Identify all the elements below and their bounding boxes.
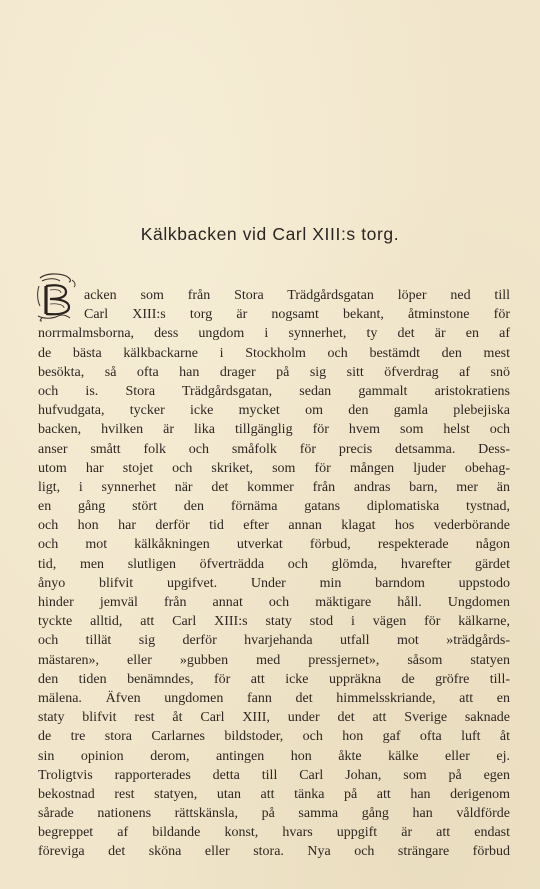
text-line: norrmalmsborna, dess ungdom i synnerhet, ty det är en af — [38, 326, 510, 342]
text-line: föreviga det sköna eller stora. Nya och strängare förbud — [38, 844, 510, 860]
chapter-title: Kälkbacken vid Carl XIII:s torg. — [140, 224, 400, 244]
text-line: och hon har derför tid efter annan klagat hos vederbörande — [38, 518, 510, 534]
main-paragraph — [38, 286, 510, 862]
text-line: Troligtvis rapporterades detta till Carl Johan, som på egen — [38, 767, 510, 783]
text-line: sårade nationens rättskänsla, på samma gång han våldförde — [38, 806, 510, 822]
text-line: hinder jemväl från annat och mäktigare håll. Ungdomen — [38, 595, 510, 610]
text-line: och tillät sig derför hvarjehanda utfall mot »trädgårds- — [38, 633, 510, 649]
text-line: tyckte alltid, att Carl XIII:s staty stod i vägen för kälkarne, — [38, 614, 510, 630]
text-line: backen, hvilken är lika tillgänglig för hvem som helst och — [38, 422, 510, 438]
text-line: den tiden benämndes, för att icke uppräkna de gröfre till- — [38, 671, 510, 687]
text-line: begreppet af bildande konst, hvars uppgift är att endast — [38, 825, 510, 841]
text-line: ånyo blifvit upgifvet. Under min barndom uppstodo — [38, 575, 510, 591]
text-line: mälena. Äfven ungdomen fann det himmelsskriande, att en — [38, 690, 510, 706]
text-line: en gång stört den förnäma gatans diplomatiska tystnad, — [38, 499, 510, 515]
text-line: ligt, i synnerhet när det kommer från andras barn, mer än — [38, 479, 510, 495]
text-line: och is. Stora Trädgårdsgatan, sedan gammalt aristokratiens — [38, 383, 510, 399]
text-line: Carl XIII:s torg är nogsamt bekant, åtminstone för — [84, 307, 510, 323]
text-line: och mot kälkåkningen utverkat förbud, respekterade någon — [38, 537, 510, 553]
text-line: bekostnad rest statyen, utan att tänka på att han derigenom — [38, 786, 510, 802]
text-line: sin opinion derom, antingen hon åkte kälke eller ej. — [38, 748, 510, 764]
text-line: mästaren», eller »gubben med pressjernet», såsom statyen — [38, 652, 510, 668]
text-line: besökta, så ofta han drager på sig sitt öfverdrag af snö — [38, 364, 510, 380]
text-line: hufvudgata, tycker icke mycket om den gamla plebejiska — [38, 403, 510, 419]
text-line: tid, men slutligen öfverträdda och glömda, hvarefter gärdet — [38, 556, 510, 572]
text-line: de tre stora Carlarnes bildstoder, och hon gaf ofta luft åt — [38, 729, 510, 745]
text-line: anser smått folk och småfolk för precis detsamma. Dess- — [38, 441, 510, 457]
text-line: de bästa kälkbackarne i Stockholm och bestämdt den mest — [38, 345, 510, 361]
text-line: utom har stojet och skriket, som för mången ljuder obehag- — [38, 460, 510, 476]
text-line: acken som från Stora Trädgårdsgatan löper ned till — [84, 288, 510, 303]
text-line: staty blifvit rest åt Carl XIII, under det att Sverige saknade — [38, 710, 510, 726]
